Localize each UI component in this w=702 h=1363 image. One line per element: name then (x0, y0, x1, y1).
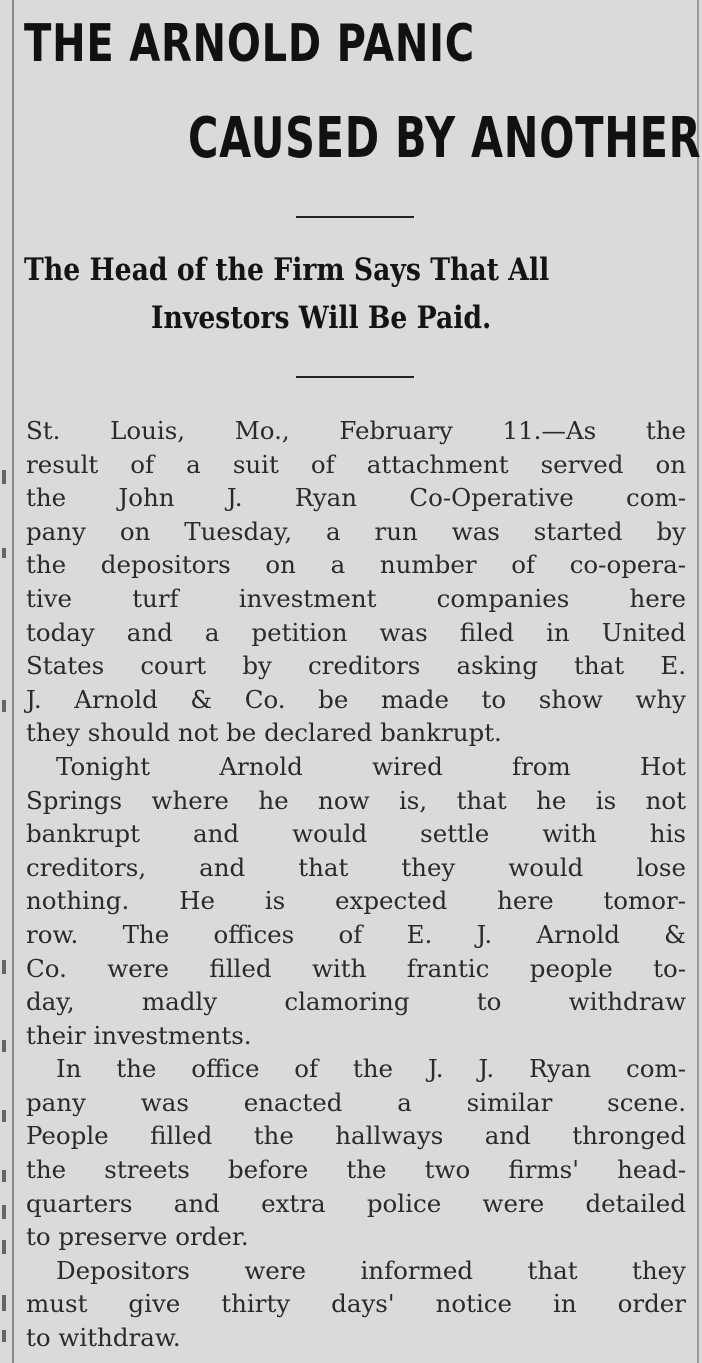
article-line: States court by creditors asking that E. (26, 651, 686, 681)
article-line: must give thirty days' notice in order (26, 1289, 686, 1319)
article-body (26, 414, 686, 1355)
article-line: result of a suit of attachment served on (26, 449, 686, 479)
article-line: their investments. (26, 1020, 252, 1050)
subheadline-divider (296, 376, 414, 378)
article-line: J. Arnold & Co. be made to show why (26, 684, 686, 714)
adjacent-column-edge (0, 0, 10, 1363)
article-line: the depositors on a number of co-opera- (26, 550, 686, 580)
headline-divider (296, 216, 414, 218)
article-line: St. Louis, Mo., February 11.—As the (26, 416, 686, 445)
article-line: Co. were filled with frantic people to- (26, 953, 686, 983)
headline-line-1: THE ARNOLD PANIC (24, 14, 475, 74)
article-line: tive turf investment companies here (26, 583, 686, 613)
headline-line-2: CAUSED BY ANOTHER (188, 106, 702, 171)
article-line: Depositors were informed that they (56, 1255, 686, 1285)
article-line: to preserve order. (26, 1222, 249, 1252)
article-line: People filled the hallways and thronged (26, 1121, 686, 1151)
subheadline-line-1: The Head of the Firm Says That All (24, 252, 550, 288)
article-line: Springs where he now is, that he is not (26, 785, 686, 815)
article-line: bankrupt and would settle with his (26, 819, 686, 849)
article-line: the John J. Ryan Co-Operative com- (26, 483, 686, 513)
article-line: Tonight Arnold wired from Hot (56, 751, 686, 781)
article-line: they should not be declared bankrupt. (26, 718, 502, 748)
article-line: In the office of the J. J. Ryan com- (56, 1054, 686, 1084)
article-line: today and a petition was filed in United (26, 617, 686, 647)
article-line: row. The offices of E. J. Arnold & (26, 919, 686, 949)
article-line: the streets before the two firms' head- (26, 1155, 686, 1185)
article-line: quarters and extra police were detailed (26, 1188, 686, 1218)
article-line: to withdraw. (26, 1323, 181, 1353)
article-line: pany on Tuesday, a run was started by (26, 516, 686, 546)
subheadline-line-2: Investors Will Be Paid. (151, 300, 492, 336)
article-line: nothing. He is expected here tomor- (26, 886, 686, 916)
article-line: day, madly clamoring to withdraw (26, 987, 686, 1017)
article-line: pany was enacted a similar scene. (26, 1087, 686, 1117)
column-rule-left (12, 0, 14, 1363)
article-line: creditors, and that they would lose (26, 852, 686, 882)
column-rule-right (697, 0, 699, 1363)
